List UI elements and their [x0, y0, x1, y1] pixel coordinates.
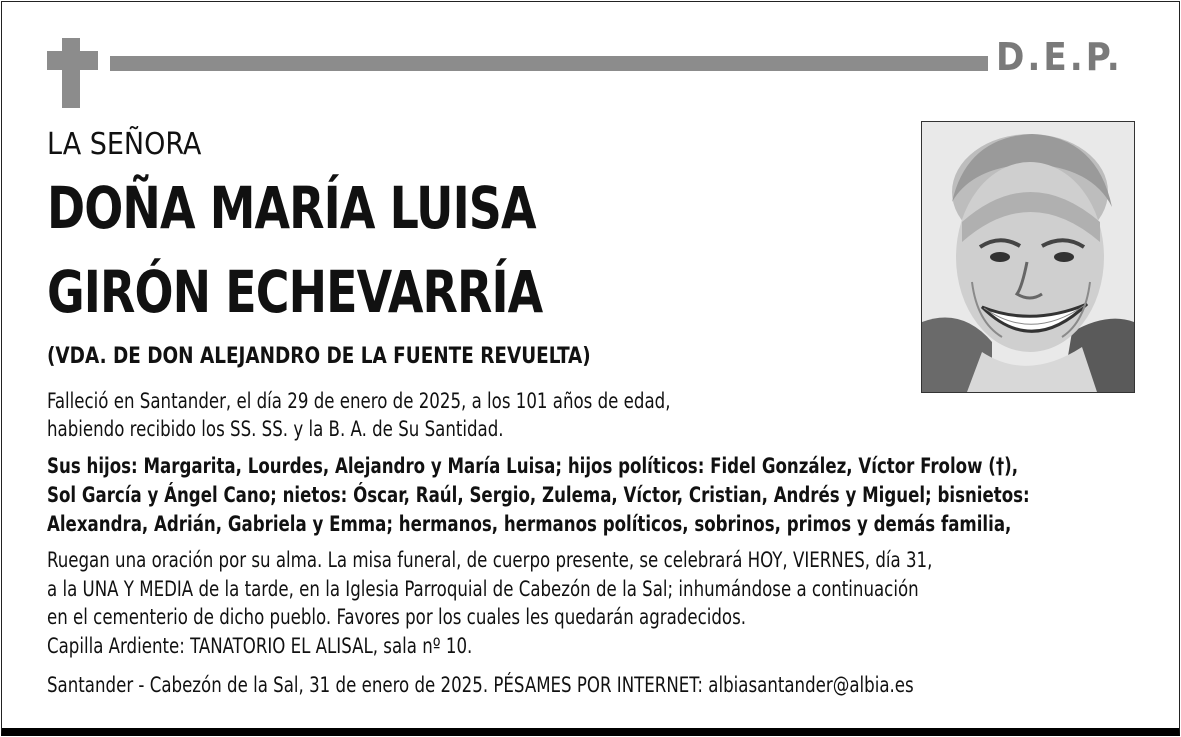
- family-line: Sus hijos: Margarita, Lourdes, Alejandro y María Luisa; hijos políticos: Fidel González, Víctor Frolow (†),: [47, 454, 1019, 478]
- death-line: habiendo recibido los SS. SS. y la B. A. de Su Santidad.: [47, 417, 504, 441]
- deceased-portrait-photo: [921, 121, 1135, 393]
- death-line: Falleció en Santander, el día 29 de enero de 2025, a los 101 años de edad,: [47, 389, 671, 413]
- family-line: Alexandra, Adrián, Gabriela y Emma; hermanos, hermanos políticos, sobrinos, primos y demás familia,: [47, 512, 1012, 536]
- footer-line: Santander - Cabezón de la Sal, 31 de enero de 2025. PÉSAMES POR INTERNET: albiasantander@albia.es: [47, 673, 914, 697]
- cross-horizontal-bar: [47, 51, 98, 70]
- deceased-name-line-1: DOÑA MARÍA LUISA: [47, 174, 536, 242]
- prayer-line: Ruegan una oración por su alma. La misa funeral, de cuerpo presente, se celebrará HOY, VIERNES, día 31,: [47, 548, 933, 572]
- dep-label: D.E.P.: [996, 35, 1123, 79]
- header-rule: [110, 56, 988, 71]
- deceased-name-line-2: GIRÓN ECHEVARRÍA: [47, 258, 543, 326]
- prayer-line: a la UNA Y MEDIA de la tarde, en la Iglesia Parroquial de Cabezón de la Sal; inhumándose a continuación: [47, 577, 919, 601]
- prayer-line: en el cementerio de dicho pueblo. Favores por los cuales les quedarán agradecidos.: [47, 605, 747, 629]
- widow-of-line: (VDA. DE DON ALEJANDRO DE LA FUENTE REVUELTA): [47, 344, 591, 369]
- chapel-line: Capilla Ardiente: TANATORIO EL ALISAL, sala nº 10.: [47, 634, 473, 658]
- cross-vertical-bar: [62, 38, 80, 108]
- family-line: Sol García y Ángel Cano; nietos: Óscar, Raúl, Sergio, Zulema, Víctor, Cristian, Andrés y Miguel; bisnietos:: [47, 483, 1030, 507]
- intro-label: LA SEÑORA: [47, 127, 202, 162]
